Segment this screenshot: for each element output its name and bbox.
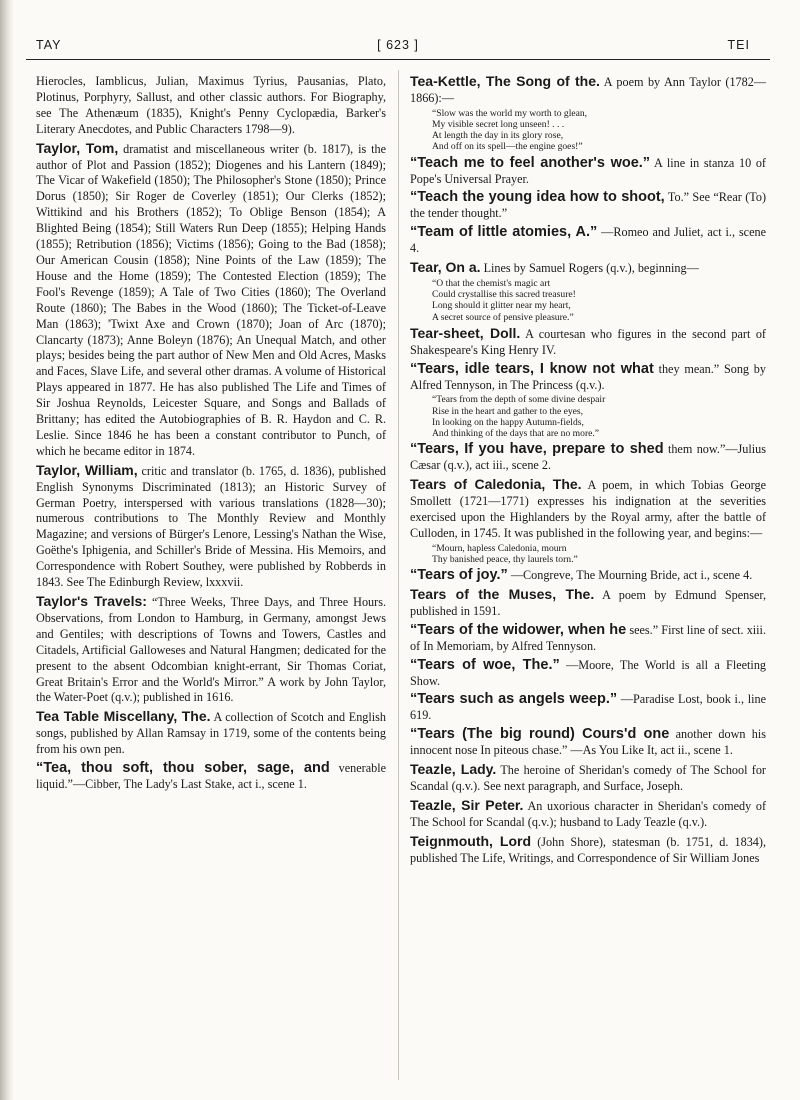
entry-body: A poem by Edmund Spenser, published in 1591. <box>410 587 767 618</box>
entry-body: them now.”—Julius Cæsar (q.v.), act iii., scene 2. <box>410 442 766 473</box>
entry-body: critic and translator (b. 1765, d. 1836), published English Synonyms Discriminated (1813); an Historic Survey of German Poetry, interspersed with various translations (1828—30); numerous contributions to The Monthly Review and Monthly Magazine; and versions of Bürger's Lenore, Lessing's Nathan the Wise, Goëthe's Iphigenia, and Schiller's Bride of Messina. His Memoirs, and Correspondence with Robert Southey, were published by Robberds in 1843. See The Edinburgh Review, lxxxvii. <box>36 463 387 590</box>
verse-quotation <box>432 278 766 323</box>
entry-body: To.” See “Rear (To) the tender thought.” <box>410 190 767 221</box>
entry-headword: “Teach the young idea how to shoot, <box>410 189 665 206</box>
entry-body: venerable liquid.”—Cibber, The Lady's Last Stake, act i., scene 1. <box>36 761 386 791</box>
column-divider <box>398 70 399 1080</box>
verse-line: Long should it glitter near my heart, <box>432 300 571 312</box>
entry-headword: Tears of the Muses, The. <box>410 585 595 602</box>
entry-body: dramatist and miscellaneous writer (b. 1817), is the author of Plot and Passion (1852); Diogenes and his Lantern (1849); The Vicar of Wakefield (1850); The Philosopher's Stone (1850); Prince Dorus (1850); Sir Roger de Coverley (1851); Our Clerks (1852); Wittikind and his Brothers (1852); To Oblige Benson (1854); A Blighted Being (1854); Still Waters Run Deep (1855); Helping Hands (1855); Retribution (1856); Victims (1856); Going to the Bad (1858); Our American Cousin (1858); Nine Points of the Law (1859); The House and the Home (1859); The Contested Election (1859); The Fool's Revenge (1859); A Tale of Two Cities (1860); The Overland Route (1860); The Babes in the Wood (1860); The Ticket-of-Leave Man (1863); 'Twixt Axe and Crown (1870); Joan of Arc (1870); Clancarty (1873); Anne Boleyn (1876); An Unequal Match, and other plays; besides being the part author of New Men and Old Acres, Masks and Faces, Slave Life, and several other dramas. A volume of Historical Plays appeared in 1877. He has also published The Life and Times of Sir Joshua Reynolds, Leicester Square, and Songs and Ballads of Brittany; has edited the Autobiographies of B. R. Haydon and C. R. Leslie. Since 1846 he has been a constant contributor to Punch, of which he became editor in 1874. <box>36 141 386 458</box>
entry-continuation: Hierocles, Iamblicus, Julian, Maximus Tyrius, Pausanias, Plato, Plotinus, Porphyry, Sallust, and other classic authors. For Biography, see The Athenæum (1835), Knight's Penny Cyclopædia, Barker's Literary Anecdotes, and Public Characters 1798—9). <box>36 74 386 136</box>
verse-line: “Mourn, hapless Caledonia, mourn <box>432 542 567 554</box>
verse-quotation <box>432 108 766 153</box>
verse-quotation <box>432 394 766 439</box>
verse-line: In looking on the happy Autumn-fields, <box>432 416 584 428</box>
entry-headword: Teazle, Sir Peter. <box>410 796 524 813</box>
entry-headword: “Tears of woe, The.” <box>410 656 560 673</box>
entry-headword: Tea Table Miscellany, The. <box>36 708 211 725</box>
entry-headword: Tear-sheet, Doll. <box>410 324 521 341</box>
entry-tear-sheet-doll <box>410 326 766 359</box>
entry-taylor-william <box>36 463 386 591</box>
entry-teach-the-young-idea <box>410 190 766 222</box>
entry-headword: Teignmouth, Lord <box>410 832 532 849</box>
entry-headword: “Teach me to feel another's woe.” <box>410 154 651 171</box>
verse-line: Thy banished peace, thy laurels torn.” <box>432 553 578 565</box>
verse-line: A secret source of pensive pleasure.” <box>432 311 574 323</box>
verse-quotation <box>432 543 766 565</box>
running-header <box>26 30 770 60</box>
entry-body: The heroine of Sheridan's comedy of The School for Scandal (q.v.). See next paragraph, and Surface, Joseph. <box>410 763 766 793</box>
verse-line: “O that the chemist's magic art <box>432 277 551 289</box>
entry-taylor-tom <box>36 141 386 460</box>
entry-teach-me-to-feel <box>410 156 766 188</box>
entry-headword: “Tears (The big round) Cours'd one <box>410 726 670 743</box>
entry-body: —Congreve, The Mourning Bride, act i., scene 4. <box>510 568 753 583</box>
entry-tears-of-joy <box>410 568 766 584</box>
entry-tears-of-caledonia <box>410 477 766 565</box>
entry-headword: “Tears of the widower, when he <box>410 621 627 638</box>
verse-line: And off on its spell—the engine goes!” <box>432 141 583 153</box>
entry-body: An uxorious character in Sheridan's comedy of The School for Scandal (q.v.); husband to Lady Teazle (q.v.). <box>410 798 767 829</box>
verse-line: Rise in the heart and gather to the eyes, <box>432 405 584 417</box>
entry-headword: “Tears such as angels weep.” <box>410 691 618 708</box>
entry-body: A poem by Ann Taylor (1782—1866):— <box>410 75 767 105</box>
entry-tears-of-the-muses <box>410 587 766 620</box>
entry-tea-table-miscellany <box>36 709 386 758</box>
entry-headword: “Team of little atomies, A.” <box>410 224 598 241</box>
entry-teazle-sir-peter <box>410 798 766 831</box>
entry-headword: Taylor, Tom, <box>36 139 119 156</box>
entry-headword: “Tea, thou soft, thou sober, sage, and <box>36 760 330 777</box>
entry-teazle-lady <box>410 762 766 795</box>
entry-body: A courtesan who figures in the second part of Shakespeare's King Henry IV. <box>410 326 766 357</box>
entry-tear-on-a <box>410 260 766 323</box>
entry-taylors-travels <box>36 594 386 706</box>
book-gutter-shadow <box>0 0 14 1100</box>
page-number: [ 623 ] <box>377 38 419 52</box>
header-right-guideword: TEI <box>727 38 750 52</box>
entry-tears-idle-tears <box>410 362 766 440</box>
verse-line: At length the day in its glory rose, <box>432 130 564 142</box>
header-left-guideword: TAY <box>36 38 62 52</box>
left-column <box>36 74 386 796</box>
verse-line: “Slow was the world my worth to glean, <box>432 107 588 119</box>
entry-tears-the-big-round <box>410 727 766 759</box>
entry-headword: Teazle, Lady. <box>410 761 497 778</box>
entry-headword: Tears of Caledonia, The. <box>410 476 582 493</box>
verse-line: My visible secret long unseen! . . . <box>432 119 565 131</box>
entry-body: sees.” First line of sect. xiii. of In Memoriam, by Alfred Tennyson. <box>410 622 766 653</box>
entry-headword: Taylor, William, <box>36 461 138 478</box>
entry-teignmouth-lord <box>410 834 766 867</box>
entry-headword: Tea-Kettle, The Song of the. <box>410 73 600 89</box>
verse-line: And thinking of the days that are no more.” <box>432 428 600 440</box>
entry-body: —Romeo and Juliet, act i., scene 4. <box>410 225 767 256</box>
entry-tea-thou-soft <box>36 761 386 793</box>
entry-tears-if-you-have <box>410 442 766 474</box>
entry-tears-of-woe <box>410 658 766 690</box>
right-column <box>410 74 766 869</box>
entry-body: they mean.” Song by Alfred Tennyson, in The Princess (q.v.). <box>410 361 766 392</box>
entry-body: Lines by Samuel Rogers (q.v.), beginning— <box>483 261 699 276</box>
entry-body: A collection of Scotch and English songs, published by Allan Ramsay in 1719, some of the contents being from his own pen. <box>36 710 386 757</box>
entry-body: —Paradise Lost, book i., line 619. <box>410 692 767 723</box>
entry-body: A line in stanza 10 of Pope's Universal Prayer. <box>410 155 766 186</box>
verse-line: Could crystallise this sacred treasure! <box>432 289 576 301</box>
entry-team-of-little-atomies <box>410 225 766 257</box>
entry-headword: “Tears, If you have, prepare to shed <box>410 441 664 458</box>
entry-headword: Tear, On a. <box>410 259 481 276</box>
entry-body: A poem, in which Tobias George Smollett (1721—1771) expresses his indignation at the severities exercised upon the Highlanders by the Royal army, after the battle of Culloden, in 1745. It was published in the following year, and begins:— <box>410 478 766 540</box>
verse-line: “Tears from the depth of some divine despair <box>432 394 606 406</box>
entry-body: another down his innocent nose In piteous chase.” —As You Like It, act ii., scene 1. <box>410 727 766 758</box>
entry-headword: Taylor's Travels: <box>36 593 147 609</box>
entry-tea-kettle <box>410 74 766 153</box>
entry-body: —Moore, The World is all a Fleeting Show. <box>410 657 767 688</box>
entry-headword: “Tears, idle tears, I know not what <box>410 360 654 377</box>
entry-body: (John Shore), statesman (b. 1751, d. 1834), published The Life, Writings, and Correspondence of Sir William Jones <box>410 834 766 865</box>
entry-tears-of-the-widower <box>410 623 766 655</box>
entry-body: “Three Weeks, Three Days, and Three Hours. Observations, from London to Hamburg, in Germany, amongst Jews and Gentiles; with descriptions of Towns and Towers, Castles and Citadels, Artificial Galloweses and Natural Hangmen; dedicated for the present to the absent Odcombian knight-errant, Sir Thomas Coriat, Great Britain's Error and the World's Mirror.” A work by John Taylor, the Water-Poet (q.v.); published in 1616. <box>36 595 386 705</box>
entry-headword: “Tears of joy.” <box>410 567 508 584</box>
entry-tears-such-as-angels-weep <box>410 692 766 724</box>
